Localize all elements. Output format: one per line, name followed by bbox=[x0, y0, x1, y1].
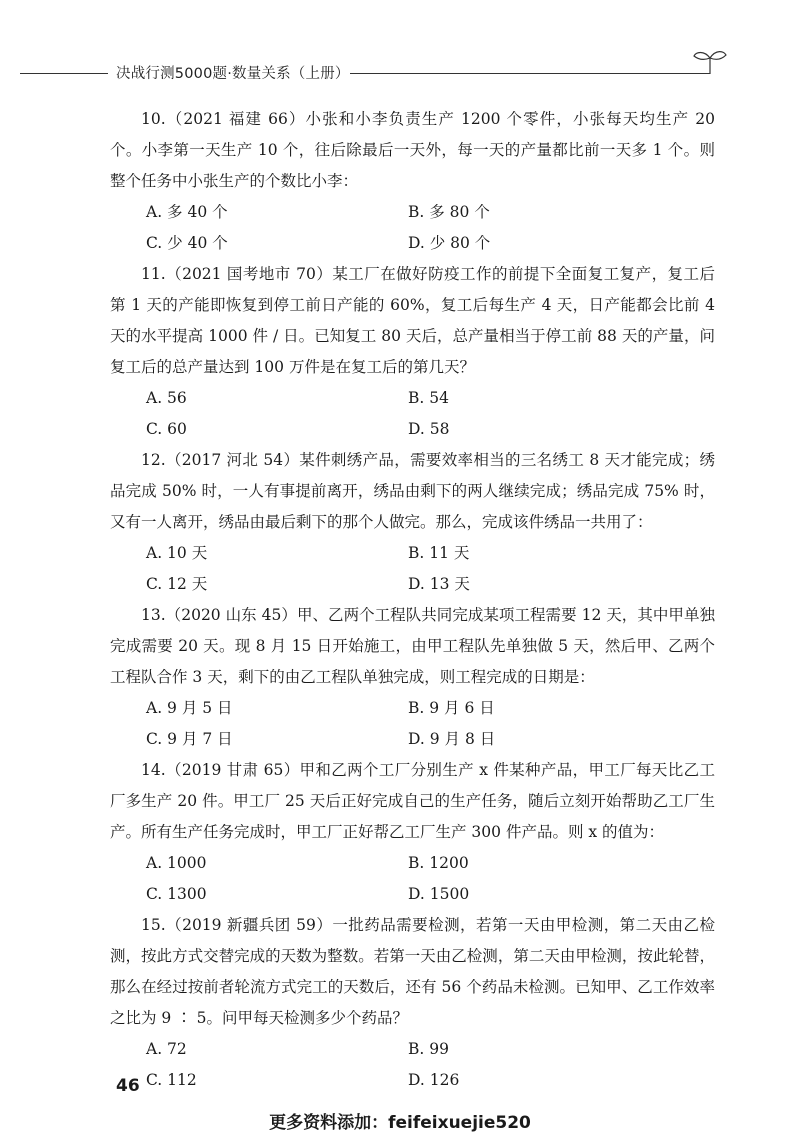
option-c: C. 112 bbox=[146, 1071, 197, 1089]
question-12 bbox=[110, 445, 715, 600]
header-rule-left bbox=[20, 73, 108, 74]
question-list bbox=[110, 104, 715, 1096]
option-d: D. 9 月 8 日 bbox=[408, 730, 496, 748]
question-stem: 10.（2021 福建 66）小张和小李负责生产 1200 个零件，小张每天均生产 20 个。小李第一天生产 10 个，往后除最后一天外，每一天的产量都比前一天多 1 个。则整个任务中小张生产的个数比小李： bbox=[110, 110, 715, 190]
option-a: A. 72 bbox=[146, 1040, 187, 1058]
header-rule-right bbox=[350, 73, 710, 74]
options bbox=[110, 693, 715, 755]
option-a: A. 10 天 bbox=[146, 544, 208, 562]
options bbox=[110, 383, 715, 445]
running-header bbox=[20, 62, 720, 86]
options bbox=[110, 1034, 715, 1096]
question-11 bbox=[110, 259, 715, 445]
option-b: B. 多 80 个 bbox=[408, 203, 490, 221]
option-d: D. 13 天 bbox=[408, 575, 470, 593]
option-b: B. 99 bbox=[408, 1040, 449, 1058]
option-b: B. 54 bbox=[408, 389, 449, 407]
option-d: D. 126 bbox=[408, 1071, 460, 1089]
option-a: A. 9 月 5 日 bbox=[146, 699, 233, 717]
option-d: D. 1500 bbox=[408, 885, 470, 903]
question-stem: 14.（2019 甘肃 65）甲和乙两个工厂分别生产 x 件某种产品，甲工厂每天比乙工厂多生产 20 件。甲工厂 25 天后正好完成自己的生产任务，随后立刻开始帮助乙工厂生产。所有生产任务完成时，甲工厂正好帮乙工厂生产 300 件产品。则 x 的值为： bbox=[110, 761, 715, 841]
option-d: D. 58 bbox=[408, 420, 450, 438]
question-stem: 11.（2021 国考地市 70）某工厂在做好防疫工作的前提下全面复工复产，复工后第 1 天的产能即恢复到停工前日产能的 60%，复工后每生产 4 天，日产能都会比前 4 天的水平提高 1000 件 / 日。已知复工 80 天后，总产量相当于停工前 88 天的产量，问复工后的总产量达到 100 万件是在复工后的第几天？ bbox=[110, 265, 715, 376]
option-a: A. 多 40 个 bbox=[146, 203, 228, 221]
question-stem: 13.（2020 山东 45）甲、乙两个工程队共同完成某项工程需要 12 天，其中甲单独完成需要 20 天。现 8 月 15 日开始施工，由甲工程队先单独做 5 天，然后甲、乙两个工程队合作 3 天，剩下的由乙工程队单独完成，则工程完成的日期是： bbox=[110, 606, 715, 686]
option-b: B. 11 天 bbox=[408, 544, 470, 562]
question-stem: 12.（2017 河北 54）某件刺绣产品，需要效率相当的三名绣工 8 天才能完成；绣品完成 50% 时，一人有事提前离开，绣品由剩下的两人继续完成；绣品完成 75% 时，又有一人离开，绣品由最后剩下的那个人做完。那么，完成该件绣品一共用了： bbox=[110, 451, 715, 531]
question-10 bbox=[110, 104, 715, 259]
option-c: C. 1300 bbox=[146, 885, 207, 903]
option-c: C. 9 月 7 日 bbox=[146, 730, 233, 748]
option-d: D. 少 80 个 bbox=[408, 234, 491, 252]
option-b: B. 1200 bbox=[408, 854, 469, 872]
question-15 bbox=[110, 910, 715, 1096]
page-number: 46 bbox=[116, 1076, 140, 1096]
option-a: A. 1000 bbox=[146, 854, 207, 872]
sprout-icon bbox=[690, 46, 730, 76]
options bbox=[110, 538, 715, 600]
option-a: A. 56 bbox=[146, 389, 187, 407]
options bbox=[110, 197, 715, 259]
question-14 bbox=[110, 755, 715, 910]
footer-note: 更多资料添加：feifeixuejie520 bbox=[269, 1113, 531, 1133]
options bbox=[110, 848, 715, 910]
question-stem: 15.（2019 新疆兵团 59）一批药品需要检测，若第一天由甲检测，第二天由乙检测，按此方式交替完成的天数为整数。若第一天由乙检测，第二天由甲检测，按此轮替，那么在经过按前者轮流方式完工的天数后，还有 56 个药品未检测。已知甲、乙工作效率之比为 9 ∶ 5。问甲每天检测多少个药品？ bbox=[110, 916, 715, 1027]
book-title: 决战行测5000题·数量关系（上册） bbox=[116, 66, 350, 82]
question-13 bbox=[110, 600, 715, 755]
option-c: C. 60 bbox=[146, 420, 187, 438]
option-c: C. 少 40 个 bbox=[146, 234, 228, 252]
option-c: C. 12 天 bbox=[146, 575, 208, 593]
option-b: B. 9 月 6 日 bbox=[408, 699, 495, 717]
